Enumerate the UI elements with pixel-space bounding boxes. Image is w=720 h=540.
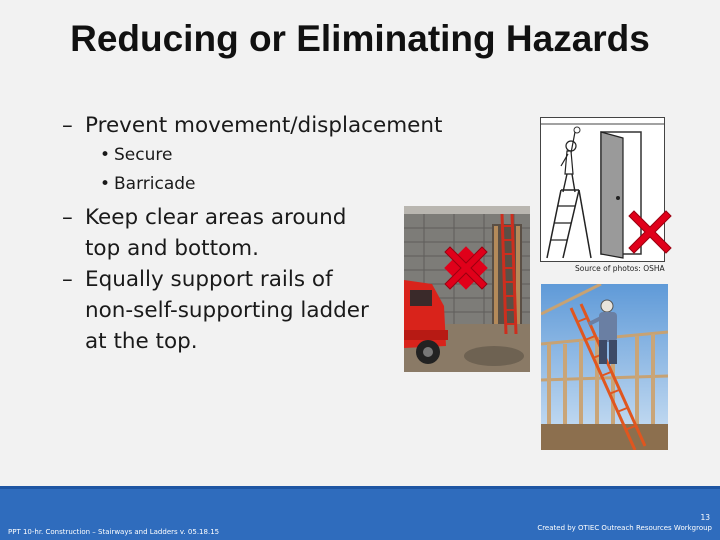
page-number: 13 xyxy=(700,513,710,522)
footer-course-label: PPT 10-hr. Construction – Stairways and Ladders v. 05.18.15 xyxy=(8,528,220,536)
x-mark-icon xyxy=(628,210,672,254)
bullet-text: Keep clear areas around top and bottom. xyxy=(85,205,347,261)
extension-ladder-photo xyxy=(541,284,668,450)
sub-bullet-text: Barricade xyxy=(114,174,196,194)
photo-source-caption: Source of photos: OSHA xyxy=(575,264,665,273)
footer-credit: Created by OTIEC Outreach Resources Workgroup xyxy=(537,524,712,532)
sub-bullet-text: Secure xyxy=(114,145,173,165)
bullet-dash: – xyxy=(62,205,73,230)
bullet-dash: – xyxy=(62,113,73,138)
slide-title: Reducing or Eliminating Hazards xyxy=(70,18,650,59)
x-mark-icon xyxy=(444,246,488,290)
bullet-text: Equally support rails of non-self-supporting ladder at the top. xyxy=(85,267,369,354)
bullet-text: Prevent movement/displacement xyxy=(85,113,443,138)
bullet-dash: – xyxy=(62,267,73,292)
